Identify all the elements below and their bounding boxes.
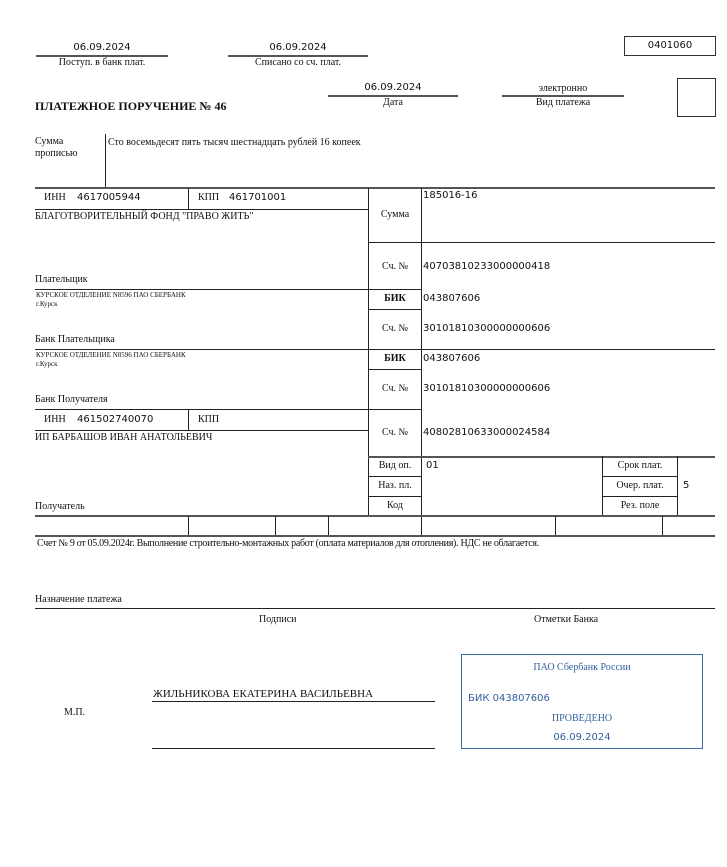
signer-name: ЖИЛЬНИКОВА ЕКАТЕРИНА ВАСИЛЬЕВНА: [153, 688, 374, 700]
payee-name: ИП БАРБАШОВ ИВАН АНАТОЛЬЕВИЧ: [35, 432, 213, 443]
stamp-place: М.П.: [64, 707, 86, 718]
payee-kpp-label: КПП: [198, 414, 220, 425]
payer-bank-bik: 043807606: [423, 293, 481, 304]
divider: [188, 188, 189, 209]
sum-value: 185016-16: [423, 190, 478, 201]
payee-inn: 461502740070: [77, 414, 154, 425]
divider: [602, 496, 677, 497]
stamp-status: ПРОВЕДЕНО: [551, 713, 613, 724]
divider: [35, 515, 715, 517]
payee-inn-label: ИНН: [44, 414, 66, 425]
divider: [35, 608, 715, 609]
reserve-label: Рез. поле: [620, 500, 660, 511]
payer-account-label: Сч. №: [381, 261, 409, 272]
status-box: [677, 78, 716, 117]
divider: [368, 476, 421, 477]
received-label: Поступ. в банк плат.: [58, 57, 146, 68]
payee-bank-account: 30101810300000000606: [423, 383, 551, 394]
divider: [555, 516, 556, 536]
payee-bank-name: КУРСКОЕ ОТДЕЛЕНИЕ N8596 ПАО СБЕРБАНК: [36, 351, 186, 359]
divider: [188, 516, 189, 536]
payer-name: БЛАГОТВОРИТЕЛЬНЫЙ ФОНД "ПРАВО ЖИТЬ": [35, 211, 254, 222]
stamp-bank: ПАО Сбербанк России: [533, 662, 631, 673]
payer-label: Плательщик: [35, 274, 88, 285]
divider: [35, 187, 715, 189]
amount-words-value: Сто восемьдесят пять тысяч шестнадцать рублей 16 копеек: [108, 137, 361, 148]
priority-value: 5: [683, 480, 690, 491]
term-label: Срок плат.: [617, 460, 663, 471]
signature-line: [152, 701, 435, 702]
payee-bank-label: Банк Получателя: [35, 394, 108, 405]
received-date: 06.09.2024: [73, 42, 131, 53]
divider: [35, 209, 368, 210]
debited-date: 06.09.2024: [269, 42, 327, 53]
divider: [105, 134, 106, 188]
form-code: 0401060: [624, 36, 716, 56]
stamp-date: 06.09.2024: [553, 732, 611, 743]
payee-bank-bik-label: БИК: [384, 353, 406, 364]
signatures-label: Подписи: [259, 614, 297, 625]
op-type: 01: [426, 460, 439, 471]
amount-words-label: Сумма прописью: [35, 136, 78, 159]
payee-label: Получатель: [35, 501, 85, 512]
bank-marks-label: Отметки Банка: [534, 614, 599, 625]
stamp-bik: БИК 043807606: [468, 693, 550, 704]
bank-stamp: [461, 654, 703, 749]
payer-account: 40703810233000000418: [423, 261, 551, 272]
divider: [368, 456, 715, 458]
payer-bank-bik-label: БИК: [384, 293, 406, 304]
divider: [421, 188, 422, 536]
payer-bank-city: г.Курск: [36, 300, 58, 308]
payee-bank-city: г.Курск: [36, 360, 58, 368]
purpose-text: Счет № 9 от 05.09.2024г. Выполнение строительно-монтажных работ (оплата материалов для отопления). НДС не облагается.: [37, 538, 539, 549]
divider: [368, 369, 421, 370]
payer-bank-account-label: Сч. №: [381, 323, 409, 334]
payer-kpp-label: КПП: [198, 192, 220, 203]
divider: [35, 289, 421, 290]
divider: [677, 456, 678, 516]
payment-type-label: Вид платежа: [535, 97, 591, 108]
payer-kpp: 461701001: [229, 192, 287, 203]
divider: [35, 430, 368, 431]
divider: [328, 516, 329, 536]
payer-bank-name: КУРСКОЕ ОТДЕЛЕНИЕ N8596 ПАО СБЕРБАНК: [36, 291, 186, 299]
divider: [368, 496, 421, 497]
op-type-label: Вид оп.: [378, 460, 412, 471]
divider: [368, 309, 421, 310]
payee-bank-account-label: Сч. №: [381, 383, 409, 394]
purpose-label: Назначение платежа: [35, 594, 122, 605]
divider: [662, 516, 663, 536]
divider: [35, 349, 715, 350]
divider: [275, 516, 276, 536]
payment-type: электронно: [538, 83, 588, 94]
purpose-code-label: Наз. пл.: [378, 480, 412, 491]
sum-label: Сумма: [380, 209, 410, 220]
payer-inn: 4617005944: [77, 192, 141, 203]
signature-line: [152, 748, 435, 749]
divider: [188, 409, 189, 430]
divider: [368, 242, 715, 243]
priority-label: Очер. плат.: [616, 480, 664, 491]
document-title: ПЛАТЕЖНОЕ ПОРУЧЕНИЕ № 46: [35, 99, 227, 113]
debited-label: Списано со сч. плат.: [254, 57, 342, 68]
payer-inn-label: ИНН: [44, 192, 66, 203]
code-label: Код: [387, 500, 403, 511]
divider: [602, 476, 677, 477]
doc-date: 06.09.2024: [364, 82, 422, 93]
payee-account-label: Сч. №: [381, 427, 409, 438]
divider: [35, 535, 715, 537]
payer-bank-account: 30101810300000000606: [423, 323, 551, 334]
payer-bank-label: Банк Плательщика: [35, 334, 115, 345]
payee-account: 40802810633000024584: [423, 427, 551, 438]
date-label: Дата: [383, 97, 403, 108]
payee-bank-bik: 043807606: [423, 353, 481, 364]
divider: [35, 409, 421, 410]
